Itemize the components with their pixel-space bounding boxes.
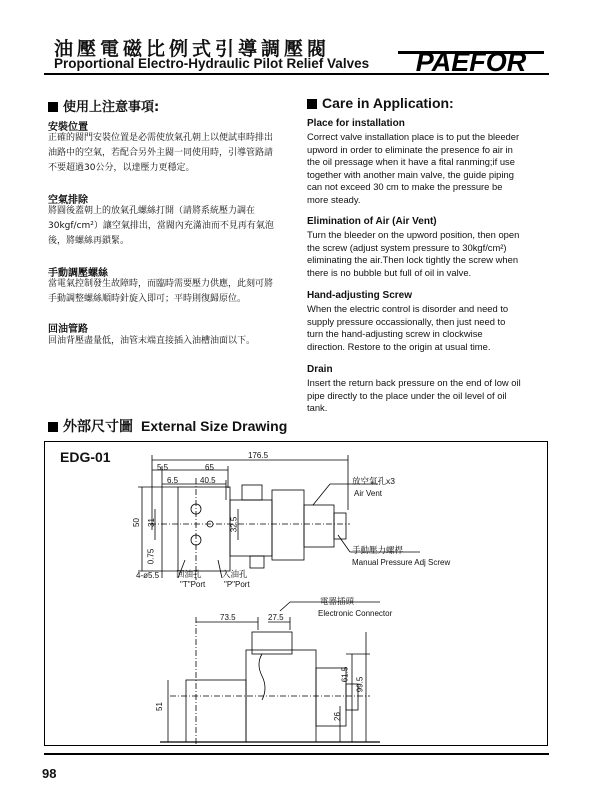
dim-51: 51 [154, 702, 164, 711]
label-p-port-en: "P"Port [224, 580, 250, 589]
label-air-vent-zh: 放空氣孔x3 [352, 476, 395, 486]
svg-text:PAEFOR: PAEFOR [415, 47, 527, 74]
footer-rule [44, 753, 549, 755]
page-title-zh: 油壓電磁比例式引導調壓閥 [54, 38, 331, 60]
label-p-port-zh: 入油孔 [222, 569, 248, 579]
model-label: EDG-01 [60, 449, 111, 465]
en-body-install: Correct valve installation place is to put the bleeder upword in order to eliminate the presence fo air in the oil pressage when it have a fital ranming;if use together with another main valve, the guide piping can not exceed 30 cm to make the pressure be more steady. [307, 131, 520, 205]
dim-holes: 4-ø5.5 [136, 571, 160, 580]
connector-front [252, 632, 292, 654]
dim-65: 65 [205, 463, 214, 472]
zh-title-drain: 回油管路 [48, 324, 88, 335]
zh-title-air: 空氣排除 [48, 195, 88, 206]
label-air-vent-en: Air Vent [354, 489, 383, 498]
label-manual-zh: 手動壓力螺桿 [352, 545, 404, 555]
dim-0-75: 0.75 [146, 548, 156, 565]
zh-body-air: 將圓後蓋朝上的放氣孔螺絲打開（請將系統壓力調在30kgf/cm²）讓空氣排出，當閥內充滿油而不見再有氣泡後，將螺絲再鎖緊。 [48, 206, 274, 246]
dim-99-5: 99.5 [355, 676, 365, 693]
care-zh-heading: 使用上注意事項: [48, 96, 159, 115]
dim-5-5: 5.5 [157, 463, 169, 472]
page-title-en: Proportional Electro-Hydraulic Pilot Relief Valves [54, 56, 370, 71]
coil-top [272, 490, 304, 560]
label-manual-en: Manual Pressure Adj Screw [352, 558, 451, 567]
zh-body-manual: 當電氣控制發生故障時，而臨時需要壓力供應，此刻可將手動調整螺絲順時針旋入即可；平時則復歸原位。 [48, 279, 274, 304]
label-t-port-en: "T"Port [180, 580, 206, 589]
dim-31: 31 [146, 518, 156, 527]
en-title-manual: Hand-adjusting Screw [307, 290, 413, 301]
dim-61-5: 61.5 [340, 666, 350, 683]
dim-73-5: 73.5 [220, 613, 236, 622]
zh-body-drain: 回油背壓盡量低，油管末端直接插入油槽油面以下。 [48, 336, 256, 346]
zh-body-install: 正確的閥門安裝位置是必需使放氣孔朝上以便試車時排出油路中的空氣，若配合另外主閥一同使用時，引導管路請不要超過30公分，以達壓力更穩定。 [48, 133, 274, 173]
en-title-air: Elimination of Air (Air Vent) [307, 216, 437, 227]
label-connector-en: Electronic Connector [318, 609, 393, 618]
label-t-port-zh: 回油孔 [176, 569, 202, 579]
dim-27-5: 27.5 [268, 613, 284, 622]
dim-26: 26 [332, 712, 342, 721]
en-body-drain: Insert the return back pressure on the end of low oil pipe directly to the place under the oil level of oil tank. [307, 377, 521, 414]
en-body-manual: When the electric control is disorder and need to supply pressure occassionally, then just need to turn the hand-adjusting screw in clockwise direction. Restore to the origin at usual time. [307, 303, 509, 352]
dim-40-5: 40.5 [200, 476, 216, 485]
end-cap-top [304, 505, 334, 547]
dim-50: 50 [131, 518, 141, 527]
drawing-heading: 外部尺寸圖 External Size Drawing [48, 416, 287, 436]
valve-body-front [186, 680, 246, 742]
en-body-air: Turn the bleeder on the upword position, then open the screw (adjust system pressure to 30kgf/cm²) eliminating the air.Then lock tightly the screw when there is no bubble but full of oil in valve. [307, 229, 520, 278]
zh-title-install: 安裝位置 [48, 122, 88, 133]
zh-title-manual: 手動調壓螺絲 [48, 268, 108, 279]
label-connector-zh: 電器插頭 [320, 596, 355, 606]
dim-32-5: 32.5 [229, 516, 239, 533]
care-en-heading: Care in Application: [307, 95, 454, 111]
en-title-drain: Drain [307, 364, 333, 375]
page-number: 98 [42, 766, 57, 781]
dim-6-5: 6.5 [167, 476, 179, 485]
valve-body-top [178, 487, 230, 571]
en-title-install: Place for installation [307, 118, 405, 129]
dim-176: 176.5 [248, 451, 269, 460]
